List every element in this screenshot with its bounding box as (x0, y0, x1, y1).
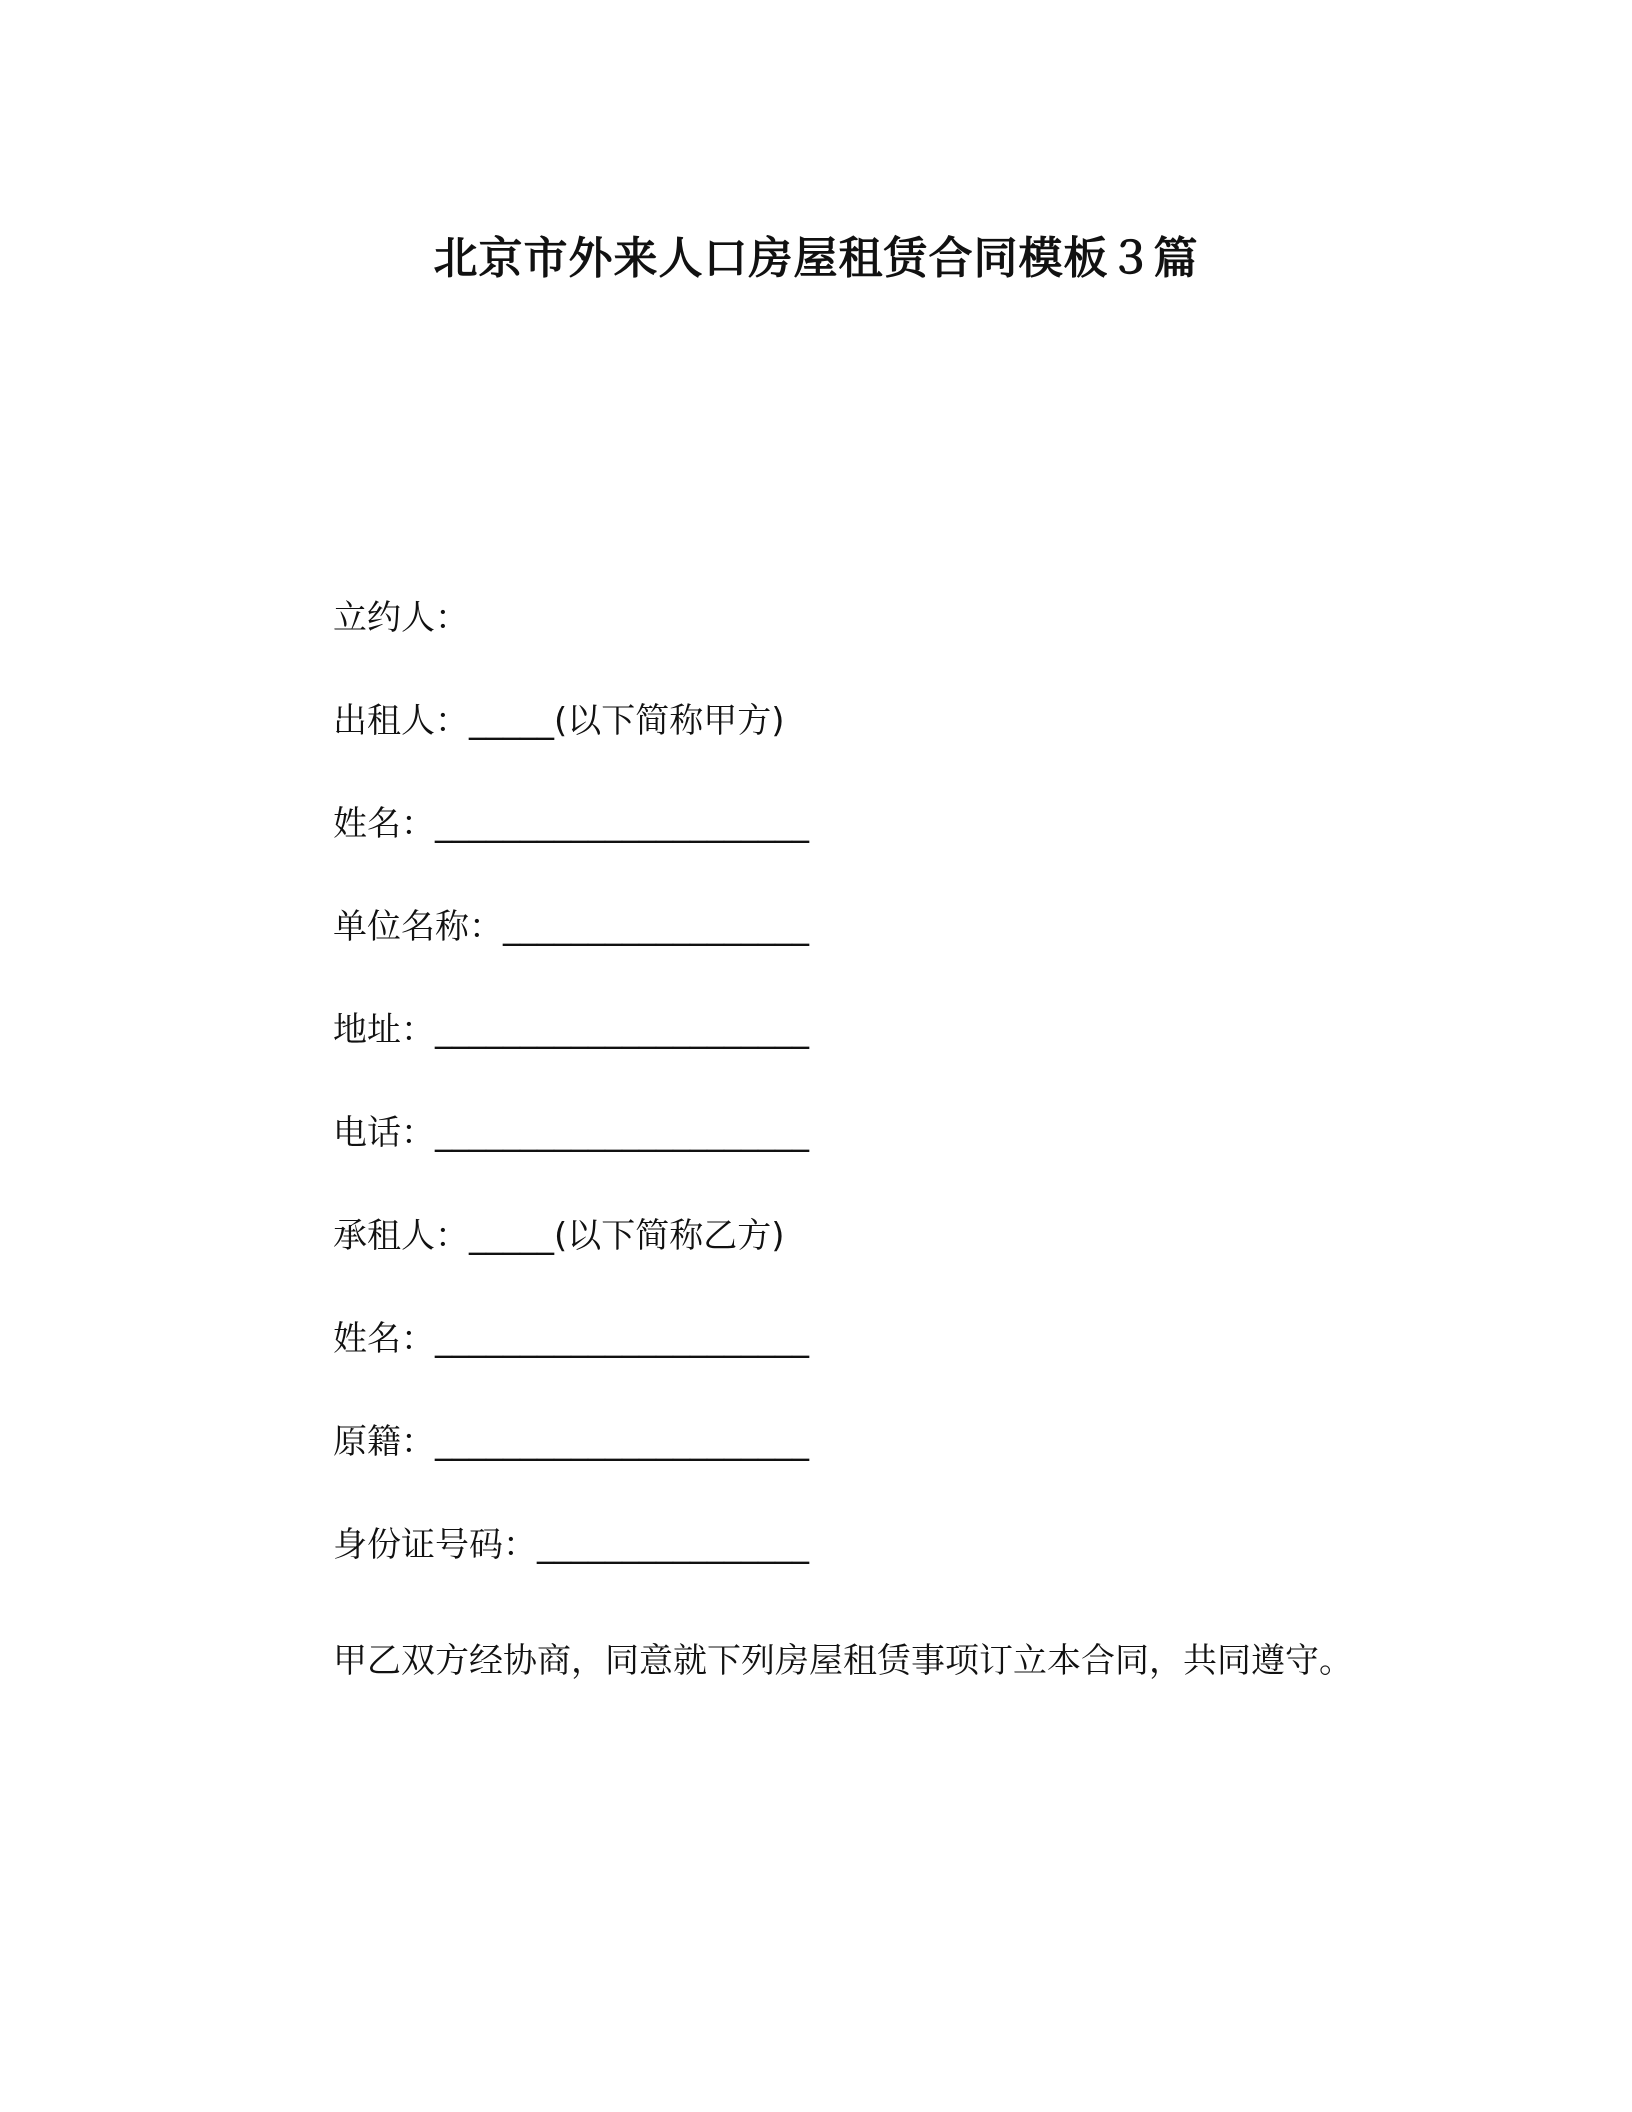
field-lessee: 承租人：_____(以下简称乙方) (333, 1216, 785, 1256)
field-lessee-name: 姓名：______________________ (333, 1319, 809, 1359)
document-title: 北京市外来人口房屋租赁合同模板３篇 (433, 233, 1199, 284)
field-lessee-id-number: 身份证号码：________________ (333, 1525, 809, 1565)
field-lessor: 出租人：_____(以下简称甲方) (333, 701, 785, 741)
agreement-paragraph: 甲乙双方经协商，同意就下列房屋租赁事项订立本合同，共同遵守。 (333, 1641, 1353, 1681)
field-lessee-origin: 原籍：______________________ (333, 1422, 809, 1462)
field-signatory: 立约人： (333, 598, 469, 638)
field-lessor-phone: 电话：______________________ (333, 1113, 809, 1153)
field-lessor-organization: 单位名称：__________________ (333, 907, 809, 947)
field-lessor-name: 姓名：______________________ (333, 804, 809, 844)
field-lessor-address: 地址：______________________ (333, 1010, 809, 1050)
